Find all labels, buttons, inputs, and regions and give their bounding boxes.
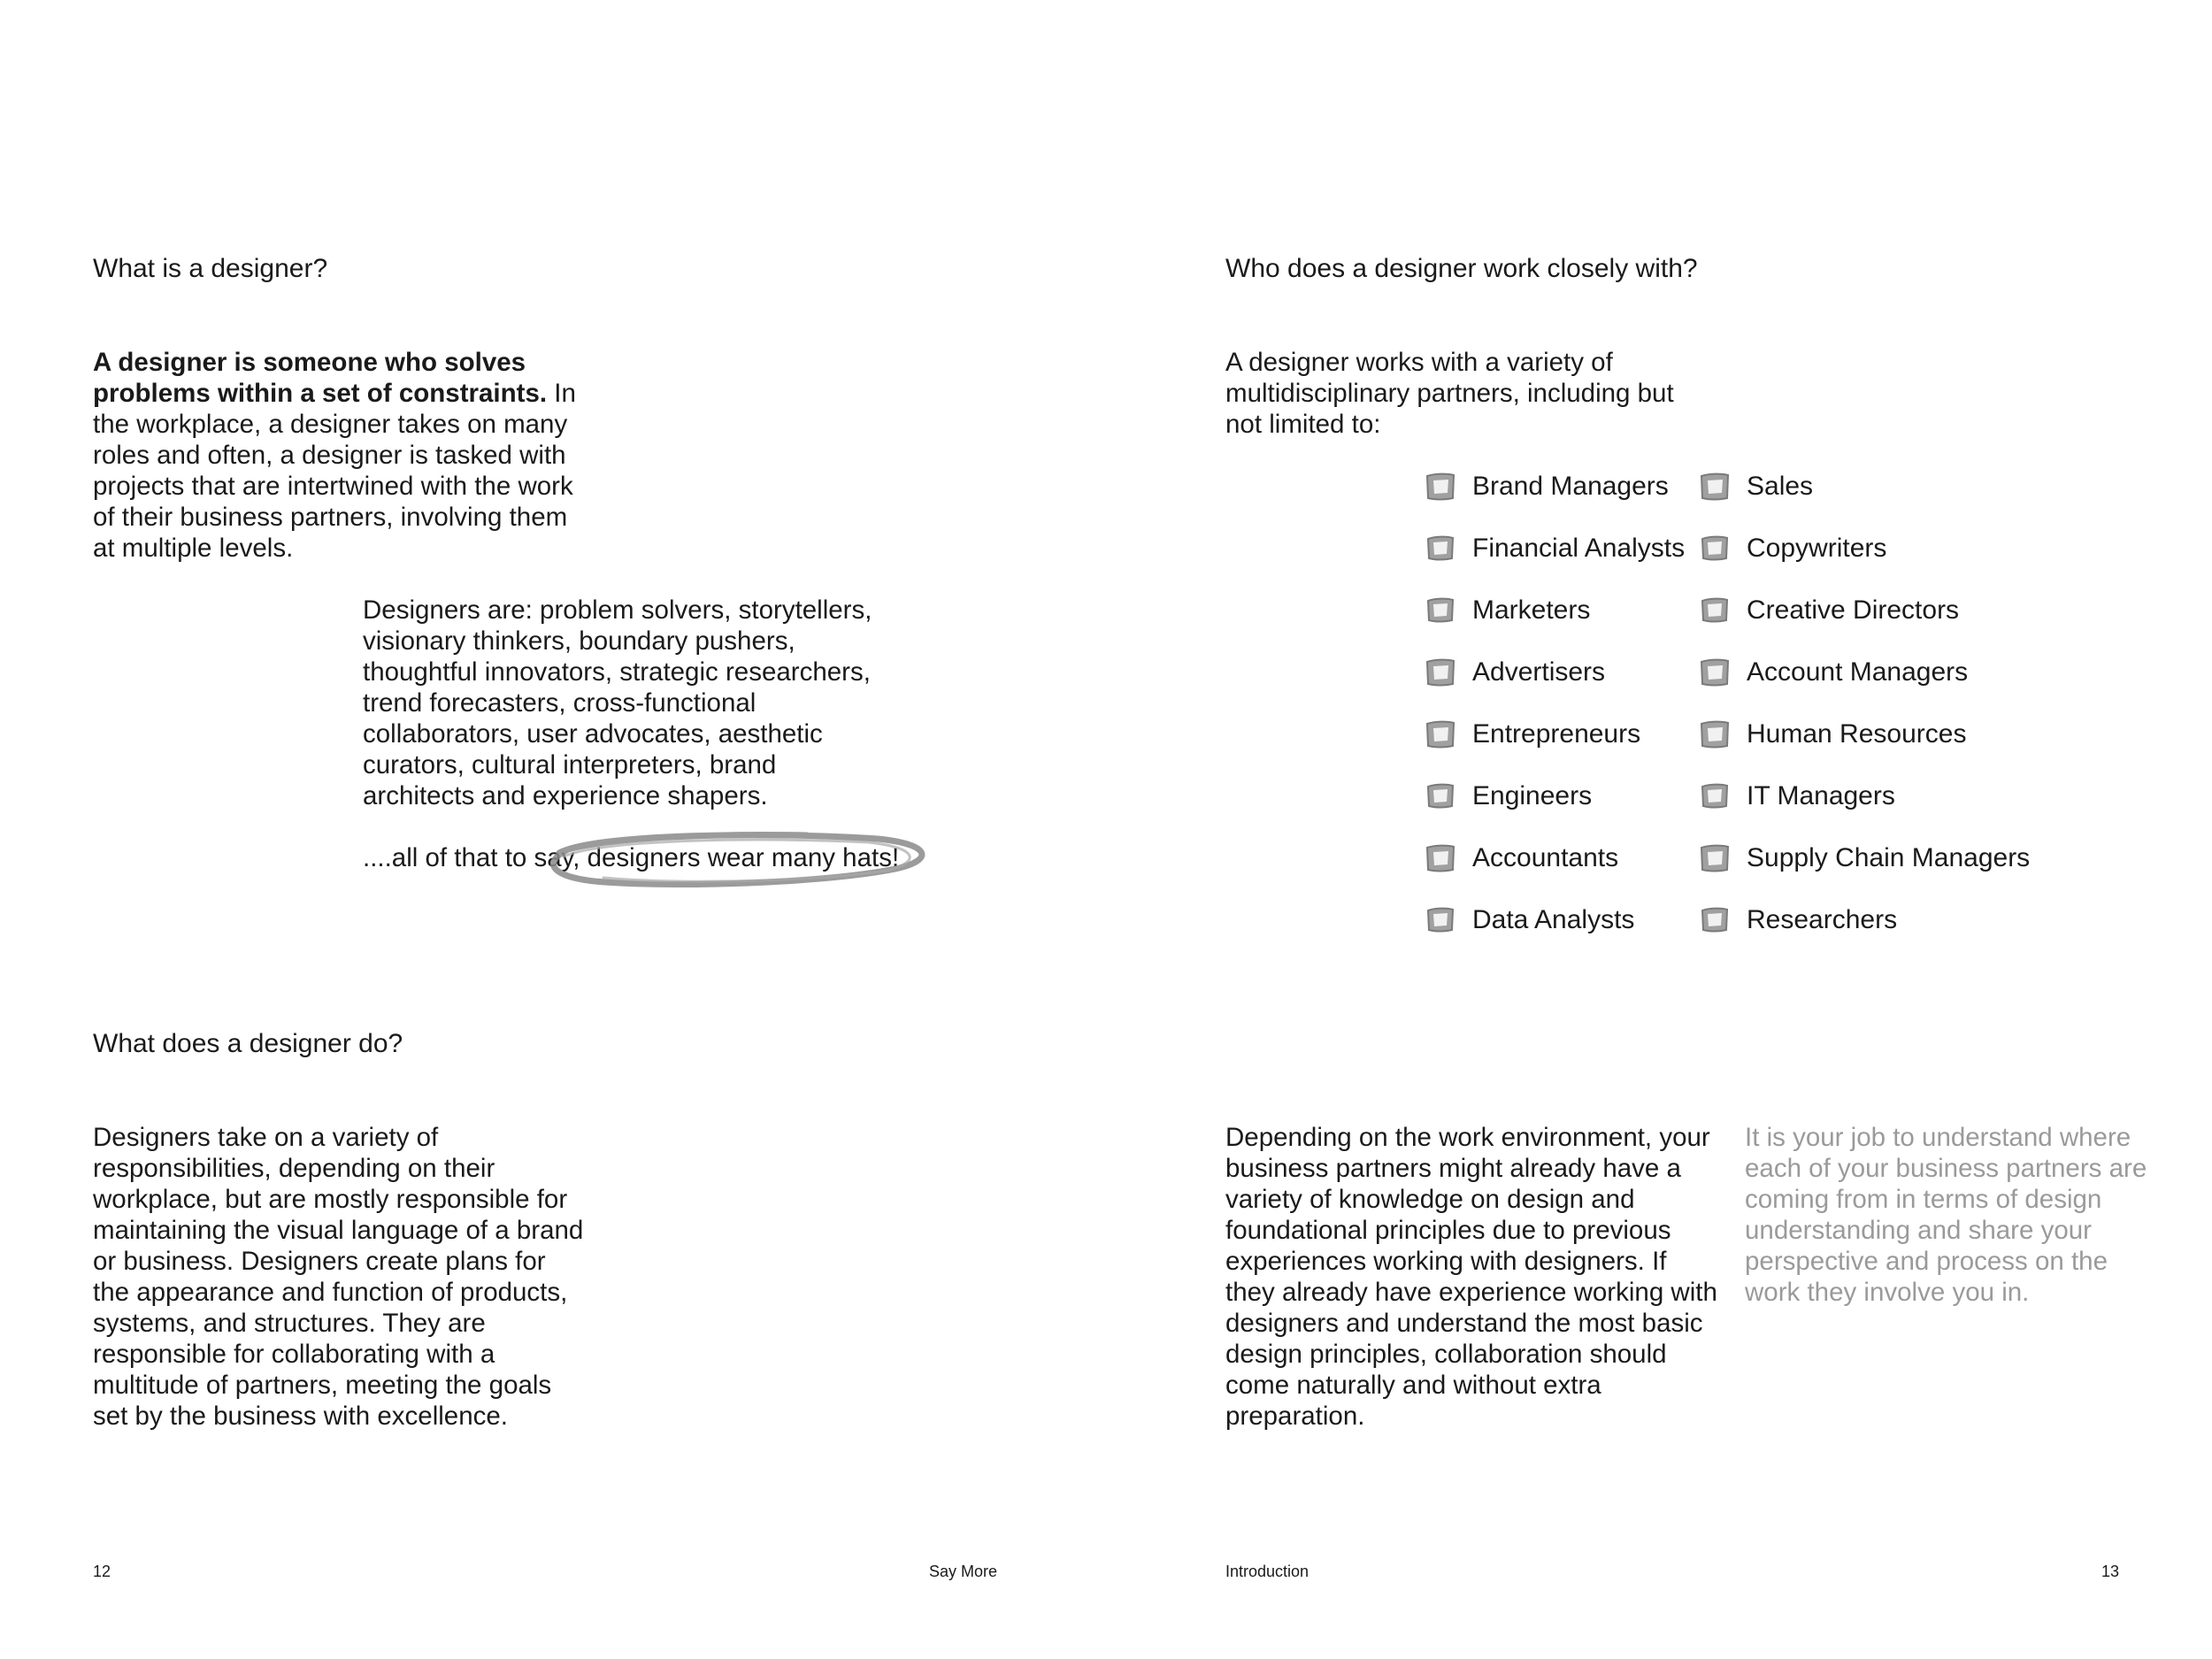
partner-item — [1697, 717, 1966, 752]
checkbox-icon — [1697, 779, 1732, 814]
designer-does-paragraph: Designers take on a variety of responsibilities, depending on their workplace, but are mostly responsible for maintaining the visual language of a brand or business. Designers create plans for the appearance and function of products, systems, and structures. They are responsible for collaborating with a multitude of partners, meeting the goals set by the business with excellence. — [93, 1123, 584, 1431]
partner-item — [1697, 469, 1813, 504]
definition-rest: In the workplace, a designer takes on many roles and often, a designer is tasked with projects that are intertwined with the work of their business partners, involving them at multiple levels. — [93, 379, 576, 563]
partner-item — [1423, 655, 1605, 690]
checkbox-icon — [1423, 902, 1458, 938]
checkbox-icon — [1423, 655, 1458, 690]
page-number-right: 13 — [2101, 1563, 2119, 1580]
definition-bold: A designer is someone who solves problems within a set of constraints. — [93, 348, 548, 408]
partner-label: Financial Analysts — [1472, 534, 1686, 563]
partner-item — [1423, 531, 1685, 566]
hats-prefix: ....all of that to say, — [363, 843, 588, 872]
checkbox-icon — [1697, 469, 1732, 504]
partner-label: Sales — [1747, 472, 1814, 501]
partner-item — [1697, 841, 2030, 876]
partner-item — [1697, 531, 1886, 566]
partner-item — [1423, 717, 1640, 752]
checkbox-icon — [1423, 593, 1458, 628]
partner-label: Brand Managers — [1472, 472, 1669, 501]
checkbox-icon — [1423, 841, 1458, 876]
partner-item — [1423, 593, 1590, 628]
checkbox-icon — [1423, 717, 1458, 752]
designers-are-paragraph: Designers are: problem solvers, storytellers, visionary thinkers, boundary pushers, thoughtful innovators, strategic researchers, trend forecasters, cross-functional collaborators, user advocates, aesthetic curators, cultural interpreters, brand architects and experience shapers. — [363, 595, 872, 810]
heading-who-works-with: Who does a designer work closely with? — [1225, 254, 1698, 283]
partner-label: Copywriters — [1747, 534, 1887, 563]
checkbox-icon — [1697, 531, 1732, 566]
partner-item — [1423, 902, 1634, 938]
partner-label: Creative Directors — [1747, 595, 1960, 625]
right-page — [1106, 0, 2212, 1659]
section-title: Introduction — [1225, 1563, 1310, 1580]
hand-drawn-oval-icon — [541, 826, 931, 890]
checkbox-icon — [1697, 655, 1732, 690]
definition-paragraph — [93, 347, 588, 564]
partner-item — [1423, 469, 1669, 504]
partner-item — [1423, 841, 1618, 876]
heading-what-designer-does: What does a designer do? — [93, 1029, 403, 1058]
partner-label: Account Managers — [1747, 657, 1969, 687]
partner-item — [1697, 902, 1897, 938]
checkbox-icon — [1697, 593, 1732, 628]
partner-item — [1423, 779, 1592, 814]
work-environment-paragraph: Depending on the work environment, your business partners might already have a variety of knowledge on design and foundational principles due to previous experiences working with designers. If they already have experience working with designers and understand the most basic design principles, collaboration should come naturally and without extra preparation. — [1225, 1123, 1717, 1431]
partner-label: Entrepreneurs — [1472, 719, 1641, 749]
partner-item — [1697, 655, 1968, 690]
checkbox-icon — [1423, 531, 1458, 566]
partner-item — [1697, 593, 1959, 628]
partner-label: Researchers — [1747, 905, 1898, 934]
checkbox-icon — [1697, 841, 1732, 876]
checkbox-icon — [1423, 469, 1458, 504]
partner-label: Advertisers — [1472, 657, 1606, 687]
running-title: Say More — [929, 1563, 998, 1580]
partner-label: Engineers — [1472, 781, 1593, 810]
partner-label: Human Resources — [1747, 719, 1967, 749]
partner-label: Accountants — [1472, 843, 1619, 872]
hats-circled-text: designers wear many hats! — [587, 843, 900, 872]
partner-item — [1697, 779, 1895, 814]
partner-label: Marketers — [1472, 595, 1591, 625]
checkbox-icon — [1697, 902, 1732, 938]
partners-intro: A designer works with a variety of multidisciplinary partners, including but not limited to: — [1225, 348, 1674, 439]
heading-what-is-designer: What is a designer? — [93, 254, 328, 283]
checkbox-icon — [1423, 779, 1458, 814]
your-job-paragraph: It is your job to understand where each of your business partners are coming from in terms of design understanding and share your perspective and process on the work they involve you in. — [1745, 1123, 2147, 1307]
partner-label: Data Analysts — [1472, 905, 1635, 934]
partner-label: Supply Chain Managers — [1747, 843, 2031, 872]
checkbox-icon — [1697, 717, 1732, 752]
page-number-left: 12 — [93, 1563, 111, 1580]
partner-label: IT Managers — [1747, 781, 1895, 810]
